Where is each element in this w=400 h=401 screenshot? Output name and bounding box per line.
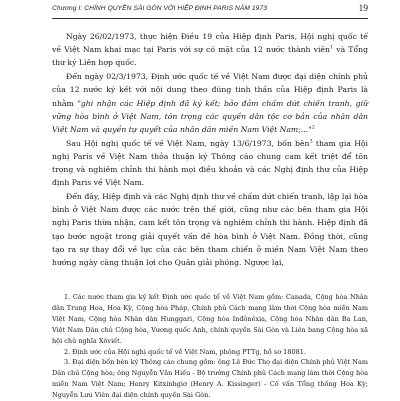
paragraph-3-text-after: tham gia Hội nghị Paris về Việt Nam thỏa thuận ký Thông cáo chung cam kết triệt để tôn trọng và nghiêm chỉnh thi hành mọi điều khoản và các Nghị định thư của Hiệp định Paris về Việt Nam. [52,138,368,188]
paragraph-3 [52,137,368,190]
footnote-ref-3: 3 [309,138,313,145]
footnote-ref-1: 1 [329,44,334,51]
paragraph-1-text-after: và Tổng thư ký Liên hợp quốc. [52,45,368,68]
running-header [52,4,368,19]
footnotes [52,292,368,401]
paragraph-3-text: Sau Hội nghị quốc tế về Việt Nam, ngày 13/6/1973, bốn bên [66,138,310,148]
paragraph-1-text: Ngày 26/02/1973, thực hiện Điều 19 của Hiệp định Paris, Hội nghị quốc tế về Việt Nam khai mạc tại Paris với sự có mặt của 12 nước thành viên [52,32,368,55]
paragraph-4: Đến đây, Hiệp định và các Nghị định thư về chấm dứt chiến tranh, lập lại hòa bình ở Việt Nam được các nước trên thế giới, cũng như các bên tham gia Hội nghị Paris thừa nhận, cam kết tôn trọng và nghiêm chỉnh thi hành. Hiệp định đã tạo bước ngoặt trong giải quyết vấn đề hòa bình ở Việt Nam. Đồng thời, cũng tạo ra sự thay đổi về lực của các bên tham chiến ở miền Nam Việt Nam theo hướng ngày càng thuận lợi cho Quân giải phóng. Ngược lại, [52,191,368,267]
paragraph-2 [52,70,368,136]
footnote-3: 3. Đại diện bốn bên ký Thông cáo chung gồm: ông Lê Đức Thọ đại diện Chính phủ Việt Nam Dân chủ Cộng hòa; ông Nguyễn Văn Hiếu - Bộ trưởng Chính phủ Cách mạng lâm thời Cộng hòa miền Nam Việt Nam; Henry Kitxinhgiơ (Henry A. Kissinger) - Cố vấn Tổng thống Hoa Kỳ; Nguyễn Lưu Viên đại diện chính quyền Sài Gòn. [52,358,368,400]
paragraph-2-text: Đến ngày 02/3/1973, Định ước quốc tế về Việt Nam được đại diện chính phủ của 12 nước ký kết với nội dung theo đúng tinh thần của Hiệp định Paris là nhằm " [52,72,368,108]
footnote-ref-2: 2 [311,124,315,131]
footnote-1: 1. Các nước tham gia ký kết Định ước quốc tế về Việt Nam gồm: Canada, Cộng hòa Nhân dân Trung Hoa, Hoa Kỳ, Cộng hòa Pháp, Chính phủ Cách mạng lâm thời Cộng hòa miền Nam Việt Nam, Cộng hòa Nhân dân Hunggari, Cộng hòa Inđônêxia, Cộng hòa Nhân dân Ba Lan, Việt Nam Dân chủ Cộng hòa, Vương quốc Anh, chính quyền Sài Gòn và Liên bang Cộng hòa xã hội chủ nghĩa Xôviết. [52,293,368,345]
paragraph-2-text-after: " [308,124,312,134]
footnote-2: 2. Định ước của Hội nghị quốc tế về Việt Nam, phông PTTg, hồ sơ 18081. [64,347,306,356]
page-number: 19 [358,4,368,14]
body-text [52,30,368,269]
paragraph-1 [52,30,368,70]
paragraph-2-quote: ghi nhận các Hiệp định đã ký kết; bảo đảm chấm dứt chiến tranh, giữ vững hòa bình ở Việt Nam, tôn trọng các quyền dân tộc cơ bản của nhân dân Việt Nam và quyền tự quyết của nhân dân miền Nam Việt Nam;... [52,98,368,134]
chapter-title: Chương I: CHÍNH QUYỀN SÀI GÒN VỚI HIỆP ĐỊNH PARIS NĂM 1973 [52,5,267,12]
